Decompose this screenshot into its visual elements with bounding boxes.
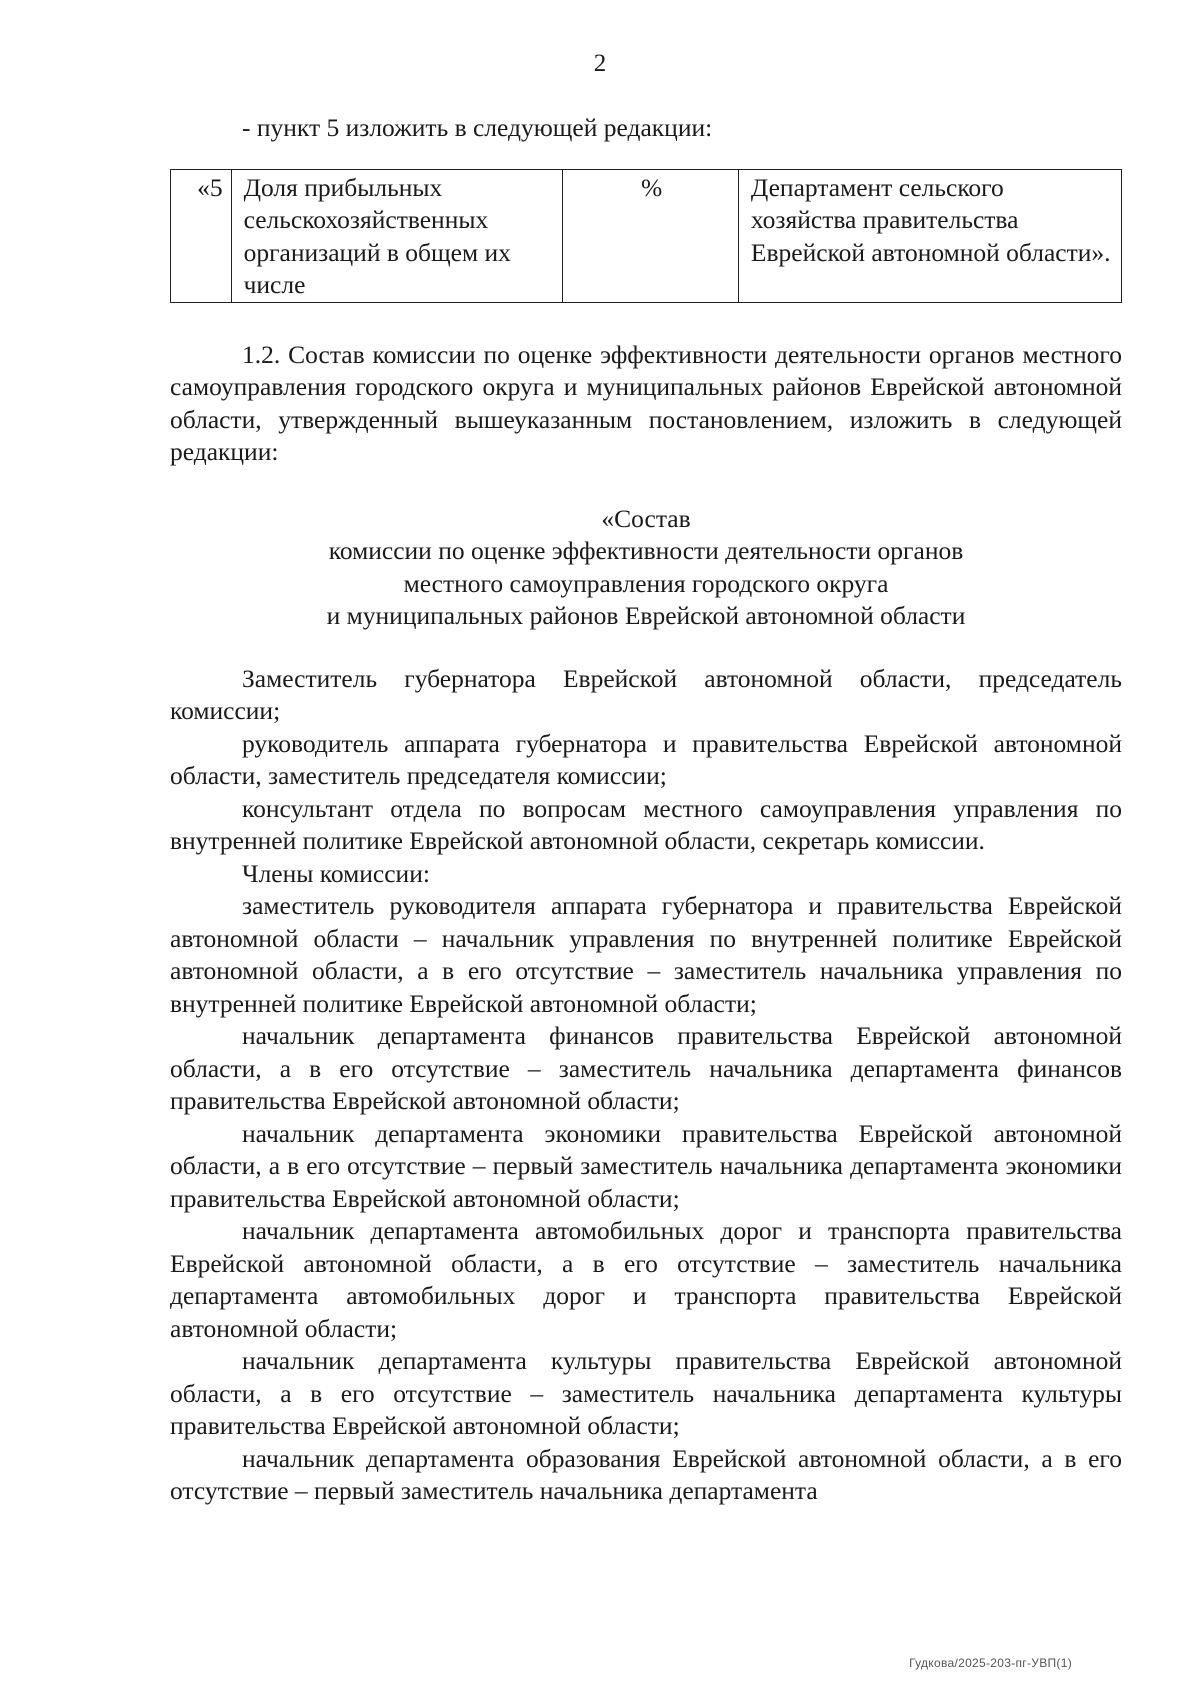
unit-cell: % xyxy=(563,169,739,302)
document-body xyxy=(170,112,1122,1508)
member-paragraph: начальник департамента образования Еврейской автономной области, а в его отсутствие – первый заместитель начальника департамента xyxy=(170,1443,1122,1505)
heading-line: «Состав xyxy=(601,503,691,533)
page-number: 2 xyxy=(593,50,607,77)
row-number-cell: «5 xyxy=(171,169,232,302)
table-row xyxy=(171,169,1122,302)
indicator-table xyxy=(170,169,1122,303)
member-paragraph: Заместитель губернатора Еврейской автономной области, председатель комиссии; xyxy=(170,663,1122,725)
member-paragraph: консультант отдела по вопросам местного самоуправления управления по внутренней политике Еврейской автономной области, секретарь комиссии. xyxy=(170,793,1122,855)
heading-line: комиссии по оценке эффективности деятельности органов xyxy=(328,536,964,565)
member-paragraph: руководитель аппарата губернатора и правительства Еврейской автономной области, заместитель председателя комиссии; xyxy=(170,728,1122,790)
section-1-2-paragraph: 1.2. Состав комиссии по оценке эффективности деятельности органов местного самоуправления городского округа и муниципальных районов Еврейской автономной области, утвержденный вышеуказанным постановлением, изложить в следующей редакции: xyxy=(170,339,1122,466)
member-paragraph: начальник департамента финансов правительства Еврейской автономной области, а в его отсутствие – заместитель начальника департамента финансов правительства Еврейской автономной области; xyxy=(170,1021,1122,1115)
commission-members xyxy=(170,663,1122,1508)
document-footer-code: Гудкова/2025-203-пг-УВП(1) xyxy=(909,1656,1072,1670)
member-paragraph: начальник департамента автомобильных дорог и транспорта правительства Еврейской автономной области, а в его отсутствие – заместитель начальника департамента автомобильных дорог и транспорта правительства Еврейской автономной области; xyxy=(170,1216,1122,1343)
heading-line: и муниципальных районов Еврейской автономной области xyxy=(326,601,966,630)
member-paragraph: заместитель руководителя аппарата губернатора и правительства Еврейской автономной области – начальник управления по внутренней политике Еврейской автономной области, а в его отсутствие – заместитель начальника управления по внутренней политике Еврейской автономной области; xyxy=(170,891,1122,1018)
composition-heading xyxy=(170,503,1122,633)
indicator-name-cell: Доля прибыльных сельскохозяйственных организаций в общем их числе xyxy=(231,169,563,302)
member-paragraph: начальник департамента культуры правительства Еврейской автономной области, а в его отсутствие – заместитель начальника департамента культуры правительства Еврейской автономной области; xyxy=(170,1346,1122,1440)
heading-line: местного самоуправления городского округа xyxy=(403,568,889,598)
member-paragraph: начальник департамента экономики правительства Еврейской автономной области, а в его отсутствие – первый заместитель начальника департамента экономики правительства Еврейской автономной области; xyxy=(170,1118,1122,1213)
members-label: Члены комиссии: xyxy=(242,858,430,888)
responsible-cell: Департамент сельского хозяйства правительства Еврейской автономной области». xyxy=(738,169,1121,302)
amendment-intro: - пункт 5 изложить в следующей редакции: xyxy=(242,113,713,142)
